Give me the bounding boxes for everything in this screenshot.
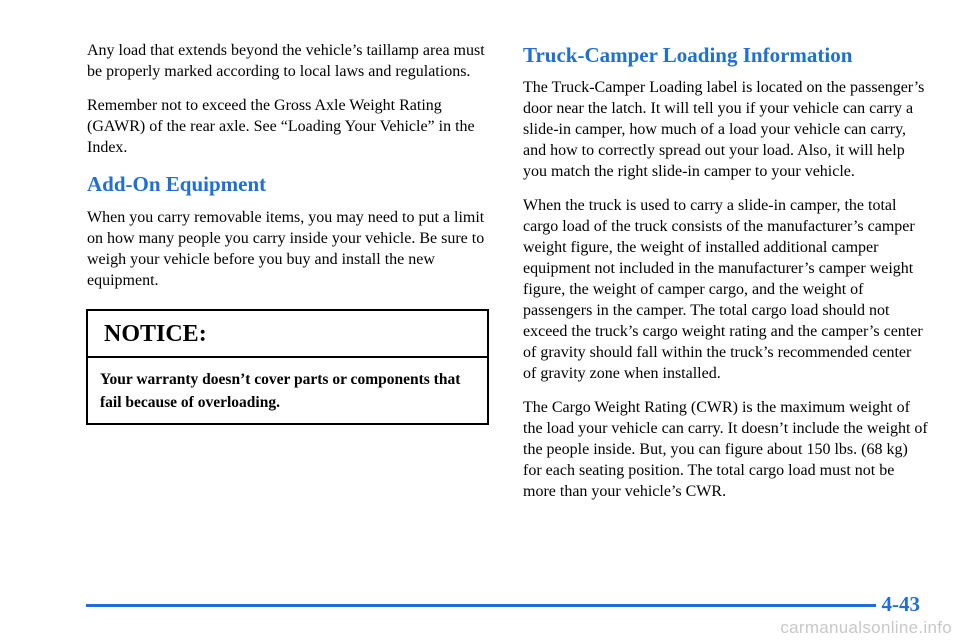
paragraph-cwr: The Cargo Weight Rating (CWR) is the maximum weight of the load your vehicle can carry. It doesn’t include the weight of the people inside. But, you can figure about 150 lbs. (68 kg) for each seating position. The total cargo load must not be more than your vehicle’s CWR. xyxy=(523,399,928,500)
paragraph-add-on: When you carry removable items, you may need to put a limit on how many people you carry inside your vehicle. Be sure to weigh your vehicle before you buy and install the new equipment. xyxy=(87,209,485,289)
watermark: carmanualsonline.info xyxy=(780,618,952,637)
paragraph-total-cargo: When the truck is used to carry a slide-in camper, the total cargo load of the truck consists of the manufacturer’s camper weight figure, the weight of installed additional camper equipment not included in the manufacturer’s camper weight figure, the weight of camper cargo, and the weight of passengers in the camper. The total cargo load should not exceed the truck’s cargo weight rating and the camper’s center of gravity should fall within the truck’s recommended center of gravity zone when installed. xyxy=(523,197,923,382)
paragraph-label-location: The Truck-Camper Loading label is located on the passenger’s door near the latch. It will tell you if your vehicle can carry a slide-in camper, how much of a load your vehicle can carry, and how to correctly spread out your load. Also, it will help you match the right slide-in camper to your vehicle. xyxy=(523,79,925,180)
paragraph-load-marking: Any load that extends beyond the vehicle’s taillamp area must be properly marked according to local laws and regulations. xyxy=(87,42,485,80)
notice-box xyxy=(86,309,489,425)
paragraph-gawr: Remember not to exceed the Gross Axle Weight Rating (GAWR) of the rear axle. See “Loading Your Vehicle” in the Index. xyxy=(87,97,475,156)
left-column xyxy=(87,40,492,304)
footer-rule xyxy=(86,604,876,607)
heading-truck-camper: Truck-Camper Loading Information xyxy=(523,43,853,67)
notice-body: Your warranty doesn’t cover parts or components that fail because of overloading. xyxy=(100,371,461,411)
right-column xyxy=(523,40,928,515)
notice-title: NOTICE: xyxy=(88,311,487,358)
page-number: 4-43 xyxy=(881,592,920,616)
heading-add-on-equipment: Add-On Equipment xyxy=(87,172,267,196)
